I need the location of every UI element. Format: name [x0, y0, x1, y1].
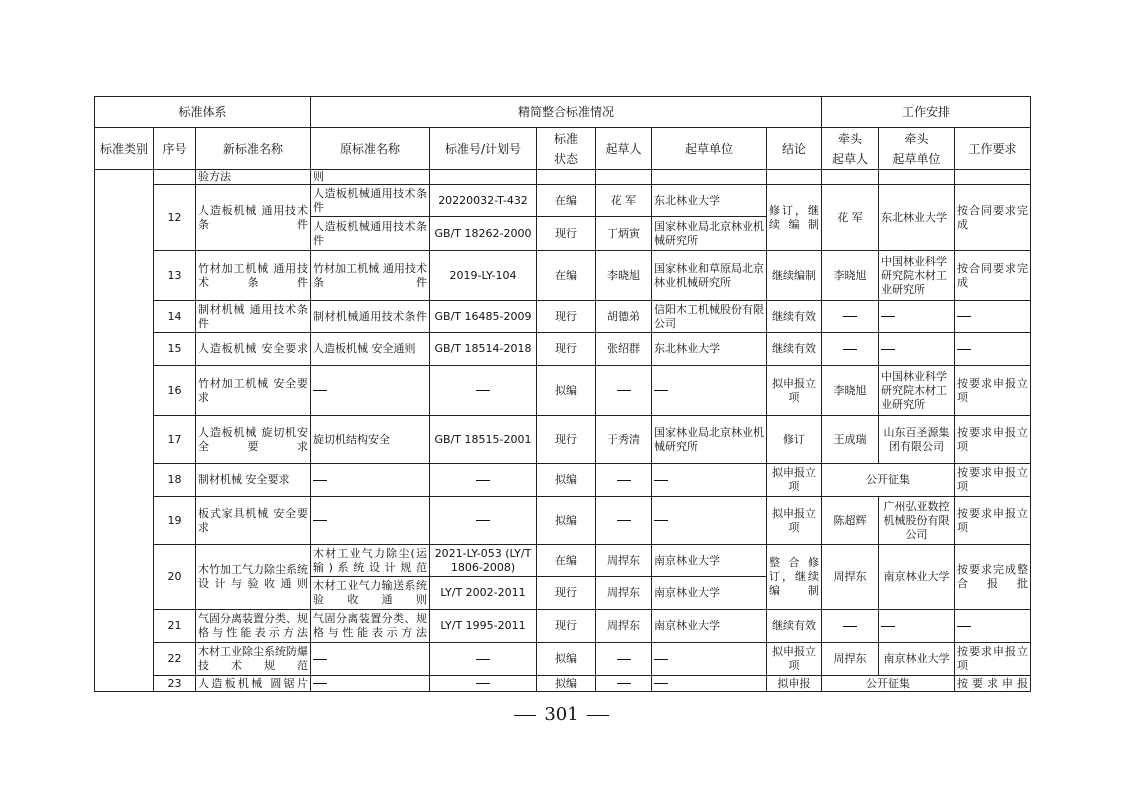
- old-name: 气固分离装置分类、规格与性能表示方法: [311, 610, 430, 643]
- col-lead-unit: 牵头 起草单位: [879, 128, 955, 170]
- lead-open: 公开征集: [822, 464, 955, 497]
- conclusion: 整合修订，继续编制: [767, 545, 822, 610]
- seq: 17: [154, 416, 196, 464]
- lead-open: 公开征集: [822, 676, 955, 692]
- dash-cell: [652, 676, 767, 692]
- dash-cell: [430, 643, 537, 676]
- std-no: GB/T 18262-2000: [430, 217, 537, 251]
- conclusion: 拟申报: [767, 676, 822, 692]
- conclusion: 继续有效: [767, 610, 822, 643]
- col-drafter: 起草人: [596, 128, 652, 170]
- status: 现行: [537, 333, 596, 366]
- page-number: [0, 704, 1123, 725]
- dash-cell: [822, 333, 879, 366]
- dash-cell: [652, 464, 767, 497]
- dash-cell: [311, 464, 430, 497]
- status: 在编: [537, 185, 596, 217]
- dash-cell: [430, 366, 537, 416]
- conclusion: 继续编制: [767, 251, 822, 301]
- old-name: 人造板机械通用技术条件: [311, 217, 430, 251]
- lead-person: 陈超辉: [822, 497, 879, 545]
- seq: 14: [154, 301, 196, 333]
- lead-person: 李晓旭: [822, 366, 879, 416]
- conclusion: 继续有效: [767, 301, 822, 333]
- requirement: 按要求申报立项: [955, 366, 1031, 416]
- seq: 13: [154, 251, 196, 301]
- dash-cell: [311, 676, 430, 692]
- dash-cell: [822, 301, 879, 333]
- unit: 南京林业大学: [652, 577, 767, 610]
- old-name: 木材工业气力输送系统验收通则: [311, 577, 430, 610]
- dash-cell: [596, 497, 652, 545]
- page-number-text: 301: [544, 704, 579, 725]
- new-name: 制材机械 安全要求: [196, 464, 311, 497]
- col-requirement: 工作要求: [955, 128, 1031, 170]
- std-no: LY/T 1995-2011: [430, 610, 537, 643]
- dash-cell: [430, 464, 537, 497]
- col-conclusion: 结论: [767, 128, 822, 170]
- unit: 东北林业大学: [652, 333, 767, 366]
- old-name: 人造板机械 安全通则: [311, 333, 430, 366]
- table-row: [95, 366, 1031, 416]
- category-cell: [95, 170, 154, 692]
- std-no: GB/T 18514-2018: [430, 333, 537, 366]
- lead-person: 李晓旭: [822, 251, 879, 301]
- dash-cell: [652, 497, 767, 545]
- table-row: [95, 497, 1031, 545]
- lead-unit: 南京林业大学: [879, 643, 955, 676]
- new-name: 人造板机械 旋切机安全要求: [196, 416, 311, 464]
- dash-cell: [596, 366, 652, 416]
- old-name: 人造板机械通用技术条件: [311, 185, 430, 217]
- drafter: 丁炳寅: [596, 217, 652, 251]
- requirement: 按要求申报立项: [955, 464, 1031, 497]
- table-row: [95, 643, 1031, 676]
- drafter: 周捍东: [596, 577, 652, 610]
- conclusion: 拟申报立项: [767, 366, 822, 416]
- requirement: 按要求申报立项: [955, 497, 1031, 545]
- new-name: 木材工业除尘系统防爆技术规范: [196, 643, 311, 676]
- conclusion: 修订，继续编制: [767, 185, 822, 251]
- std-no: GB/T 18515-2001: [430, 416, 537, 464]
- dash-cell: [311, 366, 430, 416]
- dash-cell: [879, 610, 955, 643]
- col-category: 标准类别: [95, 128, 154, 170]
- requirement: 按合同要求完成: [955, 185, 1031, 251]
- unit: 南京林业大学: [652, 545, 767, 577]
- dash-cell: [879, 333, 955, 366]
- table-row: [95, 545, 1031, 577]
- col-status: 标准 状态: [537, 128, 596, 170]
- new-name: 木竹加工气力除尘系统设计与验收通则: [196, 545, 311, 610]
- seq: 21: [154, 610, 196, 643]
- std-no: 2019-LY-104: [430, 251, 537, 301]
- conclusion: 修订: [767, 416, 822, 464]
- lead-unit: 东北林业大学: [879, 185, 955, 251]
- page-dash-right: [587, 715, 609, 716]
- table-row: [95, 416, 1031, 464]
- drafter: 张绍群: [596, 333, 652, 366]
- lead-unit: 山东百圣源集团有限公司: [879, 416, 955, 464]
- drafter: 花 军: [596, 185, 652, 217]
- seq: 20: [154, 545, 196, 610]
- old-name: 则: [311, 170, 430, 185]
- dash-cell: [596, 643, 652, 676]
- requirement: 按要求申报立项: [955, 643, 1031, 676]
- page-dash-left: [514, 715, 536, 716]
- std-no: 20220032-T-432: [430, 185, 537, 217]
- status: 拟编: [537, 464, 596, 497]
- seq: 19: [154, 497, 196, 545]
- new-name: 制材机械 通用技术条件: [196, 301, 311, 333]
- drafter: 于秀清: [596, 416, 652, 464]
- table-row: [95, 333, 1031, 366]
- col-lead-person: 牵头 起草人: [822, 128, 879, 170]
- lead-person: 花 军: [822, 185, 879, 251]
- unit: 南京林业大学: [652, 610, 767, 643]
- std-no: GB/T 16485-2009: [430, 301, 537, 333]
- new-name: 人造板机械 安全要求: [196, 333, 311, 366]
- lead-person: 王成瑞: [822, 416, 879, 464]
- status: 拟编: [537, 366, 596, 416]
- conclusion: 拟申报立项: [767, 497, 822, 545]
- table-row: [95, 676, 1031, 692]
- dash-cell: [430, 497, 537, 545]
- seq: 18: [154, 464, 196, 497]
- dash-cell: [955, 610, 1031, 643]
- drafter: 周捍东: [596, 610, 652, 643]
- new-name: 验方法: [196, 170, 311, 185]
- seq: 12: [154, 185, 196, 251]
- dash-cell: [596, 676, 652, 692]
- status: 在编: [537, 545, 596, 577]
- new-name: 气固分离装置分类、规格与性能表示方法: [196, 610, 311, 643]
- lead-person: 周捍东: [822, 643, 879, 676]
- new-name: 人造板机械 圆锯片: [196, 676, 311, 692]
- requirement: 按要求申报: [955, 676, 1031, 692]
- new-name: 竹材加工机械 安全要求: [196, 366, 311, 416]
- status: 现行: [537, 301, 596, 333]
- status: 拟编: [537, 643, 596, 676]
- lead-unit: 中国林业科学研究院木材工业研究所: [879, 366, 955, 416]
- conclusion: 拟申报立项: [767, 464, 822, 497]
- col-seq: 序号: [154, 128, 196, 170]
- dash-cell: [955, 301, 1031, 333]
- group-header-work: 工作安排: [822, 97, 1031, 128]
- col-new-name: 新标准名称: [196, 128, 311, 170]
- group-header-streamline: 精简整合标准情况: [311, 97, 822, 128]
- requirement: 按要求申报立项: [955, 416, 1031, 464]
- table-row: [95, 301, 1031, 333]
- dash-cell: [822, 610, 879, 643]
- dash-cell: [311, 643, 430, 676]
- conclusion: 继续有效: [767, 333, 822, 366]
- old-name: 旋切机结构安全: [311, 416, 430, 464]
- status: 拟编: [537, 497, 596, 545]
- requirement: 按要求完成整合报批: [955, 545, 1031, 610]
- dash-cell: [652, 366, 767, 416]
- dash-cell: [879, 301, 955, 333]
- col-std-no: 标准号/计划号: [430, 128, 537, 170]
- table-row: [95, 185, 1031, 217]
- status: 现行: [537, 416, 596, 464]
- unit: 信阳木工机械股份有限公司: [652, 301, 767, 333]
- status: 现行: [537, 577, 596, 610]
- seq: 15: [154, 333, 196, 366]
- old-name: 木材工业气力除尘(运输)系统设计规范: [311, 545, 430, 577]
- column-header-row: [95, 128, 1031, 170]
- group-header-system: 标准体系: [95, 97, 311, 128]
- std-no: 2021-LY-053 (LY/T 1806-2008): [430, 545, 537, 577]
- status: 现行: [537, 610, 596, 643]
- drafter: 李晓旭: [596, 251, 652, 301]
- standards-table: [94, 96, 1031, 692]
- drafter: 周捍东: [596, 545, 652, 577]
- unit: 国家林业局北京林业机械研究所: [652, 416, 767, 464]
- lead-unit: 南京林业大学: [879, 545, 955, 610]
- status: 拟编: [537, 676, 596, 692]
- new-name: 板式家具机械 安全要求: [196, 497, 311, 545]
- status: 在编: [537, 251, 596, 301]
- table-row: [95, 610, 1031, 643]
- unit: 国家林业局北京林业机械研究所: [652, 217, 767, 251]
- table-row: [95, 251, 1031, 301]
- dash-cell: [430, 676, 537, 692]
- col-old-name: 原标准名称: [311, 128, 430, 170]
- unit: 国家林业和草原局北京林业机械研究所: [652, 251, 767, 301]
- status: 现行: [537, 217, 596, 251]
- dash-cell: [311, 497, 430, 545]
- col-unit: 起草单位: [652, 128, 767, 170]
- lead-unit: 广州弘亚数控机械股份有限公司: [879, 497, 955, 545]
- seq: 16: [154, 366, 196, 416]
- std-no: LY/T 2002-2011: [430, 577, 537, 610]
- dash-cell: [955, 333, 1031, 366]
- seq: 23: [154, 676, 196, 692]
- seq: 22: [154, 643, 196, 676]
- conclusion: 拟申报立项: [767, 643, 822, 676]
- table-row: [95, 170, 1031, 185]
- new-name: 人造板机械 通用技术条件: [196, 185, 311, 251]
- dash-cell: [596, 464, 652, 497]
- drafter: 胡德弟: [596, 301, 652, 333]
- lead-unit: 中国林业科学研究院木材工业研究所: [879, 251, 955, 301]
- old-name: 制材机械通用技术条件: [311, 301, 430, 333]
- new-name: 竹材加工机械 通用技术条件: [196, 251, 311, 301]
- unit: 东北林业大学: [652, 185, 767, 217]
- requirement: 按合同要求完成: [955, 251, 1031, 301]
- lead-person: 周捍东: [822, 545, 879, 610]
- table-row: [95, 464, 1031, 497]
- old-name: 竹材加工机械 通用技术条件: [311, 251, 430, 301]
- dash-cell: [652, 643, 767, 676]
